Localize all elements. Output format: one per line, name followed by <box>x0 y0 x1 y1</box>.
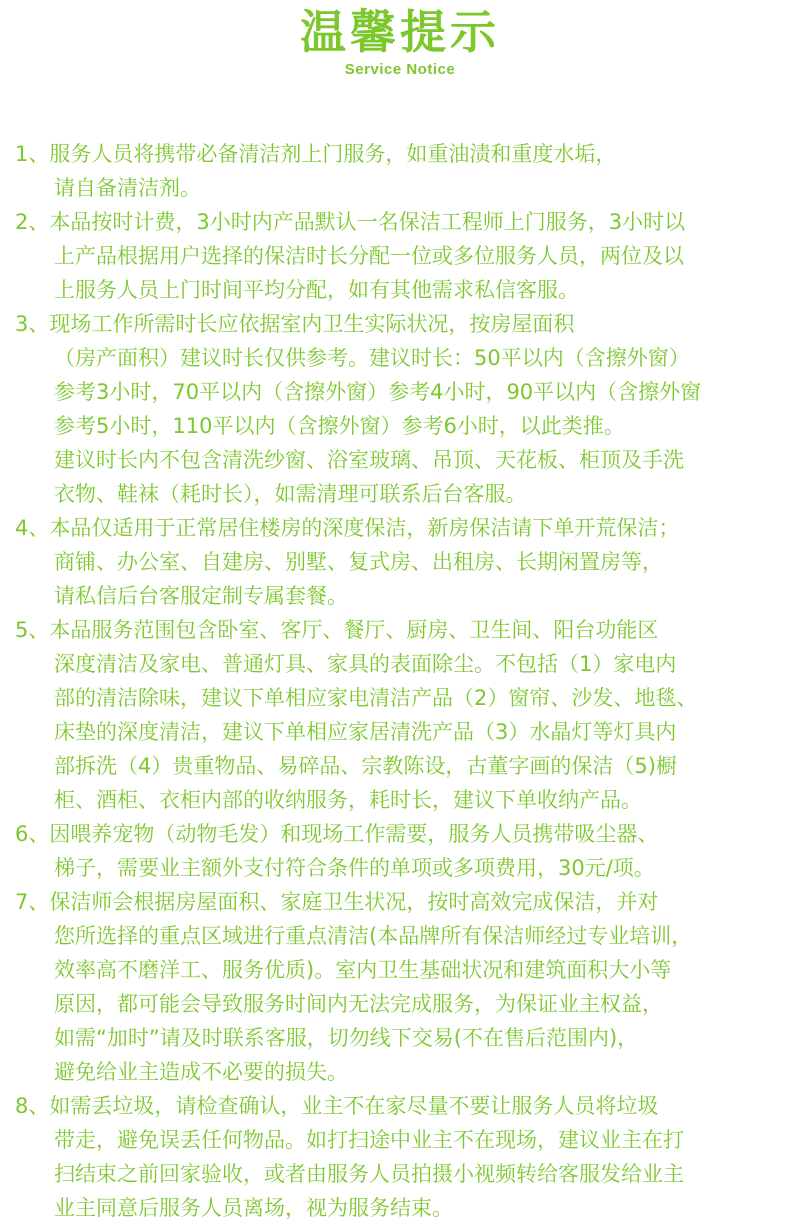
notice-item-7-line: 原因，都可能会导致服务时间内无法完成服务，为保证业主权益， <box>54 992 663 1016</box>
page-subtitle: Service Notice <box>344 61 456 78</box>
notice-item-8-line: 业主同意后服务人员离场，视为服务结束。 <box>54 1196 453 1220</box>
notice-item-3-line: 衣物、鞋袜（耗时长），如需清理可联系后台客服。 <box>54 482 527 506</box>
notice-item-7-line: 效率高不磨洋工、服务优质)。室内卫生基础状况和建筑面积大小等 <box>54 958 672 982</box>
notice-item-5-first-line: 5、本品服务范围包含卧室、客厅、餐厅、厨房、卫生间、阳台功能区 <box>15 618 659 642</box>
notice-item-6-first-line: 6、因喂养宠物（动物毛发）和现场工作需要，服务人员携带吸尘器、 <box>15 822 659 846</box>
notice-item-3-line: 参考5小时，110平以内（含擦外窗）参考6小时，以此类推。 <box>54 414 625 438</box>
notice-item-8-line: 扫结束之前回家验收，或者由服务人员拍摄小视频转给客服发给业主 <box>54 1162 684 1186</box>
notice-item-4-first-line: 4、本品仅适用于正常居住楼房的深度保洁，新房保洁请下单开荒保洁； <box>15 516 680 540</box>
notice-item-5-line: 床垫的深度清洁，建议下单相应家居清洗产品（3）水晶灯等灯具内 <box>54 720 677 744</box>
page-title: 温馨提示 <box>300 5 500 59</box>
notice-item-2-line: 上服务人员上门时间平均分配，如有其他需求私信客服。 <box>54 278 579 302</box>
notice-item-5-line: 深度清洁及家电、普通灯具、家具的表面除尘。不包括（1）家电内 <box>54 652 677 676</box>
notice-item-5-line: 柜、酒柜、衣柜内部的收纳服务，耗时长，建议下单收纳产品。 <box>54 788 642 812</box>
notice-item-2-first-line: 2、本品按时计费，3小时内产品默认一名保洁工程师上门服务，3小时以 <box>15 210 686 234</box>
notice-item-1-line: 请自备清洁剂。 <box>54 176 201 200</box>
notice-item-4-line: 商铺、办公室、自建房、别墅、复式房、出租房、长期闲置房等， <box>54 550 663 574</box>
notice-list <box>0 137 800 1225</box>
notice-item-7-line: 避免给业主造成不必要的损失。 <box>54 1060 348 1084</box>
notice-item-3-line: 建议时长内不包含清洗纱窗、浴室玻璃、吊顶、天花板、柜顶及手洗 <box>54 448 684 472</box>
notice-item-4-line: 请私信后台客服定制专属套餐。 <box>54 584 348 608</box>
notice-item-7-line: 您所选择的重点区域进行重点清洁(本品牌所有保洁师经过专业培训， <box>54 924 693 948</box>
notice-item-2-line: 上产品根据用户选择的保洁时长分配一位或多位服务人员，两位及以 <box>54 244 684 268</box>
notice-item-3-first-line: 3、现场工作所需时长应依据室内卫生实际状况，按房屋面积 <box>15 312 575 336</box>
notice-item-7-first-line: 7、保洁师会根据房屋面积、家庭卫生状况，按时高效完成保洁，并对 <box>15 890 659 914</box>
notice-item-5-line: 部拆洗（4）贵重物品、易碎品、宗教陈设，古董字画的保洁（5)橱 <box>54 754 677 778</box>
notice-item-7-line: 如需“加时”请及时联系客服，切勿线下交易(不在售后范围内)， <box>54 1026 639 1050</box>
notice-item-5-line: 部的清洁除味，建议下单相应家电清洁产品（2）窗帘、沙发、地毯、 <box>54 686 698 710</box>
notice-item-3-line: （房产面积）建议时长仅供参考。建议时长：50平以内（含擦外窗） <box>54 346 690 370</box>
notice-item-8-line: 带走，避免误丢任何物品。如打扫途中业主不在现场，建议业主在打 <box>54 1128 684 1152</box>
notice-item-8-first-line: 8、如需丢垃圾，请检查确认，业主不在家尽量不要让服务人员将垃圾 <box>15 1094 659 1118</box>
notice-item-1-first-line: 1、服务人员将携带必备清洁剂上门服务，如重油渍和重度水垢， <box>15 142 617 166</box>
notice-item-3-line: 参考3小时，70平以内（含擦外窗）参考4小时，90平以内（含擦外窗 <box>54 380 702 404</box>
notice-header <box>0 0 800 110</box>
notice-item-6-line: 梯子，需要业主额外支付符合条件的单项或多项费用，30元/项。 <box>54 856 655 880</box>
